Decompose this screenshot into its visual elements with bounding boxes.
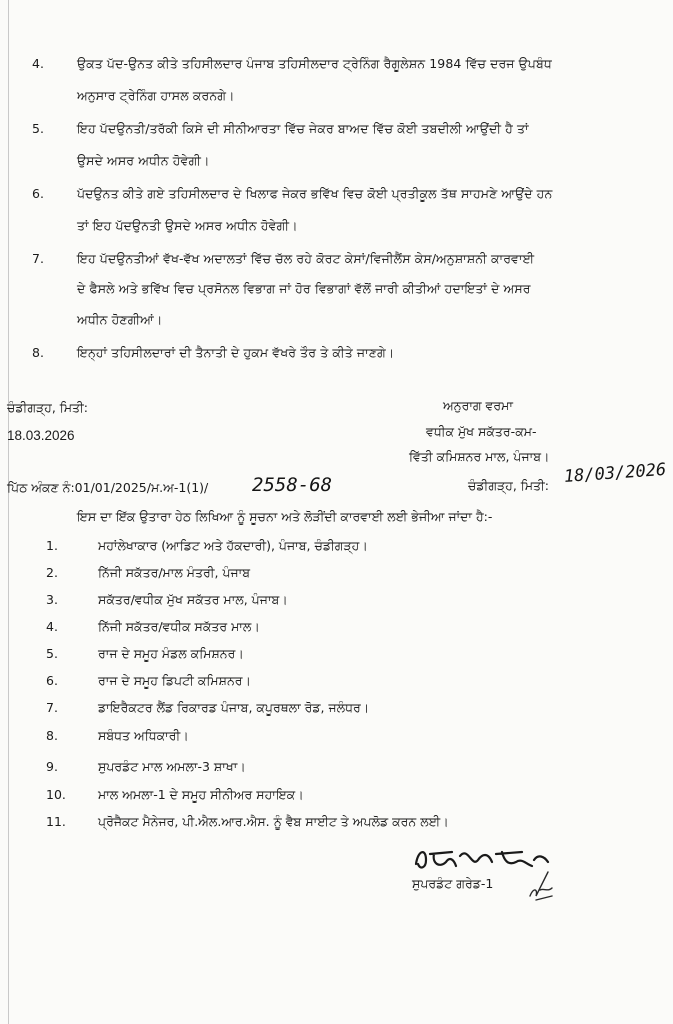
scan-edge-line	[8, 0, 9, 1024]
list-text: ਰਾਜ ਦੇ ਸਮੂਹ ਮੰਡਲ ਕਮਿਸ਼ਨਰ।	[98, 646, 244, 661]
list-item	[0, 759, 673, 779]
paragraph-number: 4.	[32, 56, 44, 71]
initials-mark	[526, 866, 556, 902]
list-text: ਪ੍ਰੋਜੈਕਟ ਮੈਨੇਜਰ, ਪੀ.ਐਲ.ਆਰ.ਐਸ. ਨੂੰ ਵੈਬ ਸਾਈਟ ਤੇ ਅਪਲੋਡ ਕਰਨ ਲਈ।	[98, 814, 449, 829]
paragraph-line: ਤਾਂ ਇਹ ਪੱਦਉਨਤੀ ਉਸਦੇ ਅਸਰ ਅਧੀਨ ਹੋਵੇਗੀ।	[77, 218, 298, 233]
endorsement-place-label: ਚੰਡੀਗੜ੍ਹ, ਮਿਤੀ:	[468, 478, 550, 493]
list-number: 5.	[46, 646, 58, 661]
list-item	[0, 619, 673, 639]
list-number: 1.	[46, 538, 58, 553]
signatory-office: ਵਿੱਤੀ ਕਮਿਸ਼ਨਰ ਮਾਲ, ਪੰਜਾਬ।	[409, 449, 550, 464]
paragraph-line: ਇਨ੍ਹਾਂ ਤਹਿਸੀਲਦਾਰਾਂ ਦੀ ਤੈਨਾਤੀ ਦੇ ਹੁਕਮ ਵੱਖਰੇ ਤੌਰ ਤੇ ਕੀਤੇ ਜਾਣਗੇ।	[77, 345, 395, 360]
list-text: ਸੁਪਰਡੰਟ ਮਾਲ ਅਮਲਾ-3 ਸ਼ਾਖਾ।	[98, 759, 246, 774]
signatory-designation: ਵਧੀਕ ਮੁੱਖ ਸਕੱਤਰ-ਕਮ-	[426, 424, 537, 439]
list-number: 8.	[46, 728, 58, 743]
list-number: 10.	[46, 787, 66, 802]
order-date: 18.03.2026	[7, 428, 75, 443]
list-text: ਮਾਲ ਅਮਲਾ-1 ਦੇ ਸਮੂਹ ਸੀਨੀਅਰ ਸਹਾਇਕ।	[98, 787, 304, 802]
list-text: ਨਿੱਜੀ ਸਕੱਤਰ/ਮਾਲ ਮੰਤਰੀ, ਪੰਜਾਬ	[98, 565, 251, 580]
place-date-label: ਚੰਡੀਗੜ੍ਹ, ਮਿਤੀ:	[7, 400, 89, 415]
list-item	[0, 814, 673, 834]
paragraph-number: 6.	[32, 186, 44, 201]
list-text: ਨਿੱਜੀ ਸਕੱਤਰ/ਵਧੀਕ ਸਕੱਤਰ ਮਾਲ।	[98, 619, 260, 634]
list-item	[0, 787, 673, 807]
list-number: 3.	[46, 592, 58, 607]
list-item	[0, 538, 673, 558]
endorsement-number-label: ਪਿੱਠ ਅੰਕਣ ਨੰ:01/01/2025/ਮ.ਅ-1(1)/	[7, 480, 209, 495]
list-item	[0, 673, 673, 693]
list-number: 2.	[46, 565, 58, 580]
list-number: 6.	[46, 673, 58, 688]
list-item	[0, 700, 673, 720]
list-item	[0, 592, 673, 612]
paragraph-line: ਇਹ ਪੱਦਉਨਤੀ/ਤਰੱਕੀ ਕਿਸੇ ਦੀ ਸੀਨੀਆਰਤਾ ਵਿੱਚ ਜੇਕਰ ਬਾਅਦ ਵਿੱਚ ਕੋਈ ਤਬਦੀਲੀ ਆਉਂਦੀ ਹੈ ਤਾਂ	[77, 121, 529, 136]
handwritten-endorsement-number: 2558-68	[252, 474, 333, 496]
paragraph-line: ਉਸਦੇ ਅਸਰ ਅਧੀਨ ਹੋਵੇਗੀ।	[77, 153, 210, 168]
paragraph-line: ਇਹ ਪੱਦਉਨਤੀਆਂ ਵੱਖ-ਵੱਖ ਅਦਾਲਤਾਂ ਵਿੱਚ ਚੱਲ ਰਹੇ ਕੋਰਟ ਕੇਸਾਂ/ਵਿਜੀਲੈਂਸ ਕੇਸ/ਅਨੁਸ਼ਾਸ਼ਨੀ ਕਾਰਵਾਈ	[77, 251, 535, 266]
signatory-name: ਅਨੁਰਾਗ ਵਰਮਾ	[443, 398, 513, 413]
paragraph-line: ਉਕਤ ਪੱਦ-ਉਨਤ ਕੀਤੇ ਤਹਿਸੀਲਦਾਰ ਪੰਜਾਬ ਤਹਿਸੀਲਦਾਰ ਟ੍ਰੇਨਿੰਗ ਰੈਗੂਲੇਸ਼ਨ 1984 ਵਿੱਚ ਦਰਜ ਉਪਬੰਧ	[77, 56, 552, 71]
paragraph-line: ਦੇ ਫੈਸਲੇ ਅਤੇ ਭਵਿੱਖ ਵਿਚ ਪ੍ਰਸੋਨਲ ਵਿਭਾਗ ਜਾਂ ਹੋਰ ਵਿਭਾਗਾਂ ਵੱਲੋਂ ਜਾਰੀ ਕੀਤੀਆਂ ਹਦਾਇਤਾਂ ਦੇ ਅਸਰ	[77, 281, 531, 296]
paragraph-number: 8.	[32, 345, 44, 360]
list-text: ਡਾਇਰੈਕਟਰ ਲੈਂਡ ਰਿਕਾਰਡ ਪੰਜਾਬ, ਕਪੂਰਥਲਾ ਰੋਡ, ਜਲੰਧਰ।	[98, 700, 370, 715]
list-item	[0, 646, 673, 666]
endorsement-intro: ਇਸ ਦਾ ਇੱਕ ਉਤਾਰਾ ਹੇਠ ਲਿਖਿਆ ਨੂੰ ਸੂਚਨਾ ਅਤੇ ਲੋੜੀਂਦੀ ਕਾਰਵਾਈ ਲਈ ਭੇਜੀਆ ਜਾਂਦਾ ਹੈ:-	[77, 509, 493, 524]
superintendent-designation: ਸੁਪਰਡੰਟ ਗਰੇਡ-1	[412, 876, 494, 891]
handwritten-endorsement-date: 18/03/2026	[563, 459, 667, 487]
list-number: 9.	[46, 759, 58, 774]
list-item	[0, 728, 673, 748]
list-number: 7.	[46, 700, 58, 715]
paragraph-line: ਪੱਦਉਨਤ ਕੀਤੇ ਗਏ ਤਹਿਸੀਲਦਾਰ ਦੇ ਖਿਲਾਫ ਜੇਕਰ ਭਵਿੱਖ ਵਿਚ ਕੋਈ ਪ੍ਰਤੀਕੂਲ ਤੱਥ ਸਾਹਮਣੇ ਆਉਂਦੇ ਹਨ	[77, 186, 553, 201]
list-text: ਮਹਾਂਲੇਖਾਕਾਰ (ਆਡਿਟ ਅਤੇ ਹੱਕਦਾਰੀ), ਪੰਜਾਬ, ਚੰਡੀਗੜ੍ਹ।	[98, 538, 368, 553]
paragraph-number: 5.	[32, 121, 44, 136]
paragraph-line: ਅਧੀਨ ਹੋਣਗੀਆਂ।	[77, 312, 163, 327]
list-number: 11.	[46, 814, 66, 829]
list-text: ਸਕੱਤਰ/ਵਧੀਕ ਮੁੱਖ ਸਕੱਤਰ ਮਾਲ, ਪੰਜਾਬ।	[98, 592, 288, 607]
list-item	[0, 565, 673, 585]
paragraph-number: 7.	[32, 251, 44, 266]
list-text: ਸਬੰਧਤ ਅਧਿਕਾਰੀ।	[98, 728, 189, 743]
list-text: ਰਾਜ ਦੇ ਸਮੂਹ ਡਿਪਟੀ ਕਮਿਸ਼ਨਰ।	[98, 673, 251, 688]
list-number: 4.	[46, 619, 58, 634]
paragraph-line: ਅਨੁਸਾਰ ਟ੍ਰੇਨਿੰਗ ਹਾਸਲ ਕਰਨਗੇ।	[77, 88, 235, 103]
